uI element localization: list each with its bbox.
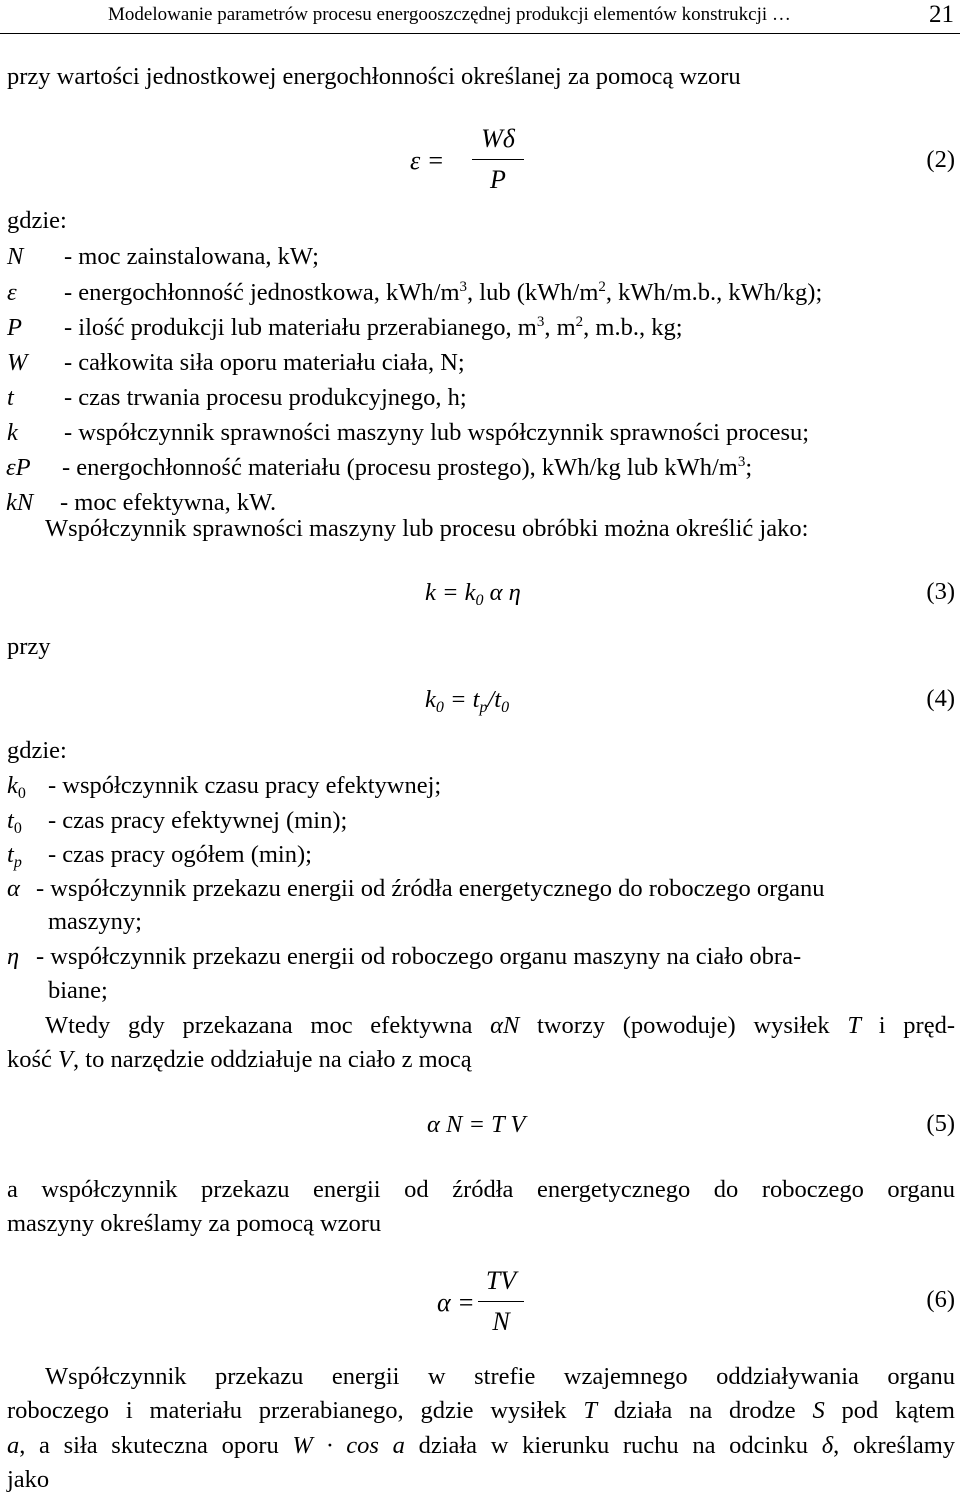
definition-text: - współczynnik sprawności maszyny lub współczynnik sprawności procesu; [64, 419, 810, 446]
definition-symbol: α [7, 875, 20, 902]
eq6-lhs: α = [437, 1288, 475, 1317]
eq6-fraction [478, 1265, 524, 1338]
definition-symbol: $t_0$ [7, 807, 22, 837]
paragraph-3-line-2: maszyny określamy za pomocą wzoru [7, 1210, 382, 1237]
where-label-1: gdzie: [7, 207, 67, 234]
definition-text: - energochłonność materiału (procesu prostego), kWh/kg lub kWh/$m^3$; [62, 454, 753, 481]
definition-symbol: k [7, 419, 18, 446]
paragraph-2-line-1: Wtedy gdy przekazana moc efektywna αN tworzy (powoduje) wysiłek T i pręd- [45, 1012, 955, 1039]
definition-text: - ilość produkcji lub materiału przerabianego, $m^3$, $m^2$, m.b., kg; [64, 314, 683, 341]
definition-symbol: P [7, 314, 22, 341]
header-rule [0, 33, 960, 34]
definition-text: - czas pracy ogółem (min); [48, 841, 312, 868]
definition-text: - czas pracy efektywnej (min); [48, 807, 348, 834]
paragraph-4-line-3: a, a siła skuteczna oporu W · cos a działa w kierunku ruchu na odcinku δ, określamy [7, 1432, 955, 1459]
definition-symbol: ε [7, 279, 17, 306]
paragraph-4-line-2: roboczego i materiału przerabianego, gdzie wysiłek T działa na drodze S pod kątem [7, 1397, 955, 1424]
paragraph-3-line-1: a współczynnik przekazu energii od źródła energetycznego do roboczego organu [7, 1176, 955, 1203]
definition-continuation: maszyny; [48, 908, 142, 935]
eq6-numerator: TV [485, 1266, 517, 1295]
definition-text: - moc efektywna, kW. [60, 489, 277, 516]
eq5-formula: α N = T V [427, 1111, 526, 1138]
eq3-formula: $k = k_0$ α η [425, 579, 521, 609]
definition-symbol: εP [6, 454, 31, 481]
definition-text: - współczynnik czasu pracy efektywnej; [48, 772, 442, 799]
definition-symbol: kN [6, 489, 34, 516]
definition-text: - współczynnik przekazu energii od roboczego organu maszyny na ciało obra- [36, 943, 802, 970]
eq2-lhs: ε = [410, 146, 445, 175]
eq4-number: (4) [926, 685, 955, 712]
paragraph-1: Współczynnik sprawności maszyny lub procesu obróbki można określić jako: [45, 515, 809, 542]
paragraph-4-line-4: jako [7, 1466, 50, 1493]
eq2-number: (2) [926, 146, 955, 173]
header-title: Modelowanie parametrów procesu energooszczędnej produkcji elementów konstrukcji … [108, 4, 791, 25]
definition-symbol: $k_0$ [7, 772, 26, 802]
definition-text: - moc zainstalowana, kW; [64, 243, 319, 270]
page-number: 21 [929, 1, 954, 28]
definition-symbol: η [7, 943, 20, 970]
paragraph-4-line-1: Współczynnik przekazu energii w strefie wzajemnego oddziaływania organu [45, 1363, 955, 1390]
definition-text: - czas trwania procesu produkcyjnego, h; [64, 384, 467, 411]
definition-text: - całkowita siła oporu materiału ciała, N; [64, 349, 465, 376]
definition-symbol: t [7, 384, 14, 411]
eq3-number: (3) [926, 578, 955, 605]
eq5-number: (5) [926, 1110, 955, 1137]
eq4-formula: $k_0 = t_p/t_0$ [425, 686, 510, 716]
eq2-denominator: P [490, 165, 506, 194]
eq6-fraction-bar [478, 1301, 524, 1302]
eq2-fraction-bar [472, 159, 524, 160]
eq2-fraction [472, 123, 524, 196]
definition-text: - energochłonność jednostkowa, kWh/$m^3$, lub ($kWh/m^2$, kWh/m.b., kWh/kg); [64, 279, 823, 306]
definition-symbol: W [7, 349, 28, 376]
definition-symbol: N [7, 243, 24, 270]
paragraph-2-line-2: kość V, to narzędzie oddziałuje na ciało z mocą [7, 1046, 472, 1073]
eq6-denominator: N [492, 1307, 510, 1336]
where-label-2: gdzie: [7, 737, 67, 764]
definition-continuation: biane; [48, 977, 108, 1004]
running-header [0, 0, 960, 34]
eq2-numerator: Wδ [481, 124, 515, 153]
przy-label: przy [7, 633, 51, 660]
intro-line: przy wartości jednostkowej energochłonności określanej za pomocą wzoru [7, 63, 741, 90]
definition-text: - współczynnik przekazu energii od źródła energetycznego do roboczego organu [36, 875, 825, 902]
definition-symbol: $t_p$ [7, 841, 22, 871]
eq6-number: (6) [926, 1286, 955, 1313]
